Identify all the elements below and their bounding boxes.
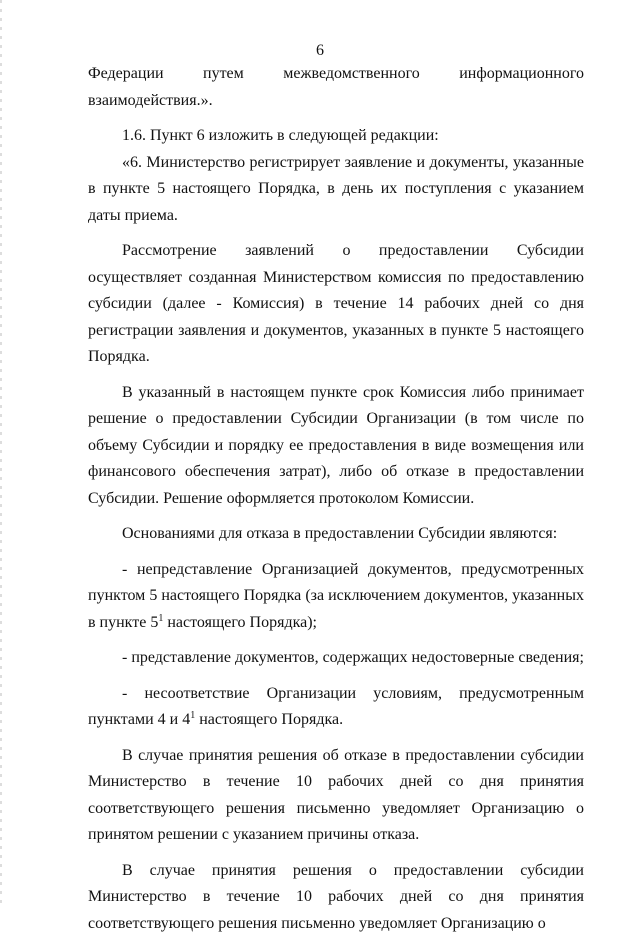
superscript-index: 1 [190, 710, 195, 721]
superscript-index: 1 [158, 613, 163, 624]
page-number: 6 [0, 41, 640, 61]
paragraph-point-6-registration: «6. Министерство регистрирует заявление и документы, указанные в пункте 5 настоящего Порядка, в день их поступления с указанием даты приема. [88, 150, 584, 230]
paragraph-refusal-notification: В случае принятия решения об отказе в предоставлении субсидии Министерство в течение 10 рабочих дней со дня принятия соответствующего решения письменно уведомляет Организацию о принятом решении с указанием причины отказа. [88, 743, 584, 849]
paragraph-amendment-1-6: 1.6. Пункт 6 изложить в следующей редакции: [88, 123, 584, 150]
list-item-non-submission-text: - непредставление Организацией документов, предусмотренных пунктом 5 настоящего Порядка (за исключением документов, указанных в пункте 5 [88, 561, 584, 631]
document-body [88, 61, 584, 937]
list-item-non-compliance-tail: настоящего Порядка. [195, 711, 343, 728]
paragraph-refusal-grounds: Основаниями для отказа в предоставлении Субсидии являются: [88, 521, 584, 548]
scan-edge-artifact [0, 0, 2, 905]
list-item-non-submission [88, 557, 584, 637]
list-item-non-submission-tail: настоящего Порядка); [163, 614, 317, 631]
paragraph-federation-tail: Федерации путем межведомственного информационного взаимодействия.». [88, 61, 584, 114]
list-item-false-information: - представление документов, содержащих недостоверные сведения; [88, 645, 584, 672]
list-item-non-compliance-text: - несоответствие Организации условиям, предусмотренным пунктами 4 и 4 [88, 685, 584, 729]
list-item-non-compliance [88, 681, 584, 734]
paragraph-commission-decision: В указанный в настоящем пункте срок Комиссия либо принимает решение о предоставлении Субсидии Организации (в том числе по объему Субсидии и порядку ее предоставления в виде возмещения или финансового обеспечения затрат), либо об отказе в предоставлении Субсидии. Решение оформляется протоколом Комиссии. [88, 380, 584, 513]
paragraph-commission-review: Рассмотрение заявлений о предоставлении Субсидии осуществляет созданная Министерством комиссия по предоставлению субсидии (далее - Комиссия) в течение 14 рабочих дней со дня регистрации заявления и документов, указанных в пункте 5 настоящего Порядка. [88, 238, 584, 371]
paragraph-grant-notification: В случае принятия решения о предоставлении субсидии Министерство в течение 10 рабочих дней со дня принятия соответствующего решения письменно уведомляет Организацию о [88, 858, 584, 937]
